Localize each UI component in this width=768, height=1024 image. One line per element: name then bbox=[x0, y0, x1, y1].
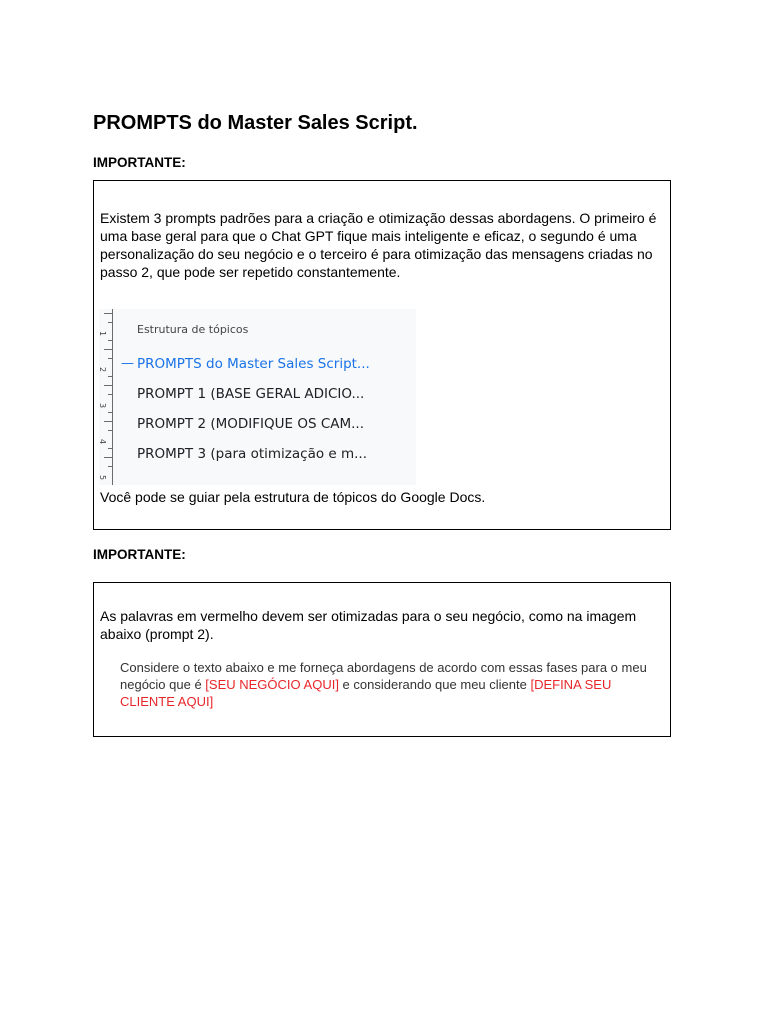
ruler-number: 2 bbox=[98, 366, 108, 373]
outline-screenshot bbox=[99, 309, 416, 485]
ruler-number: 3 bbox=[98, 402, 108, 409]
ruler-number: 1 bbox=[98, 330, 108, 337]
guide-text: Você pode se guiar pela estrutura de tópicos do Google Docs. bbox=[100, 489, 486, 505]
placeholder-client: [DEFINA SEU CLIENTE AQUI] bbox=[120, 677, 612, 709]
info-box-1 bbox=[93, 180, 671, 530]
intro-paragraph: Existem 3 prompts padrões para a criação e otimização dessas abordagens. O primeiro é uma base geral para que o Chat GPT fique mais inteligente e eficaz, o segundo é uma personalização do seu negócio e o terceiro é para otimização das mensagens criadas no passo 2, que pode ser repetido constantemente. bbox=[100, 210, 657, 280]
outline-item[interactable]: PROMPT 2 (MODIFIQUE OS CAM... bbox=[137, 416, 365, 432]
ruler-number: 5 bbox=[98, 474, 108, 481]
example-text: Considere o texto abaixo e me forneça abordagens de acordo com essas fases para o meu negócio que é bbox=[120, 660, 647, 692]
active-indicator-icon: — bbox=[121, 356, 134, 371]
ruler bbox=[99, 309, 113, 485]
info-box-2 bbox=[93, 582, 671, 737]
outline-item[interactable]: PROMPT 3 (para otimização e m... bbox=[137, 446, 368, 462]
outline-item[interactable]: PROMPTS do Master Sales Script... bbox=[137, 356, 370, 372]
ruler-number: 4 bbox=[98, 438, 108, 445]
outline-item[interactable]: PROMPT 1 (BASE GERAL ADICIO... bbox=[137, 386, 365, 402]
placeholder-business: [SEU NEGÓCIO AQUI] bbox=[205, 677, 339, 692]
outline-heading: Estrutura de tópicos bbox=[137, 323, 249, 336]
important-label-2: IMPORTANTE: bbox=[93, 547, 186, 562]
important-label-1: IMPORTANTE: bbox=[93, 155, 186, 170]
example-prompt bbox=[120, 659, 650, 710]
page-title: PROMPTS do Master Sales Script. bbox=[93, 112, 418, 134]
example-text: e considerando que meu cliente bbox=[338, 677, 531, 692]
instruction-paragraph: As palavras em vermelho devem ser otimizadas para o seu negócio, como na imagem abaixo (prompt 2). bbox=[100, 608, 637, 642]
